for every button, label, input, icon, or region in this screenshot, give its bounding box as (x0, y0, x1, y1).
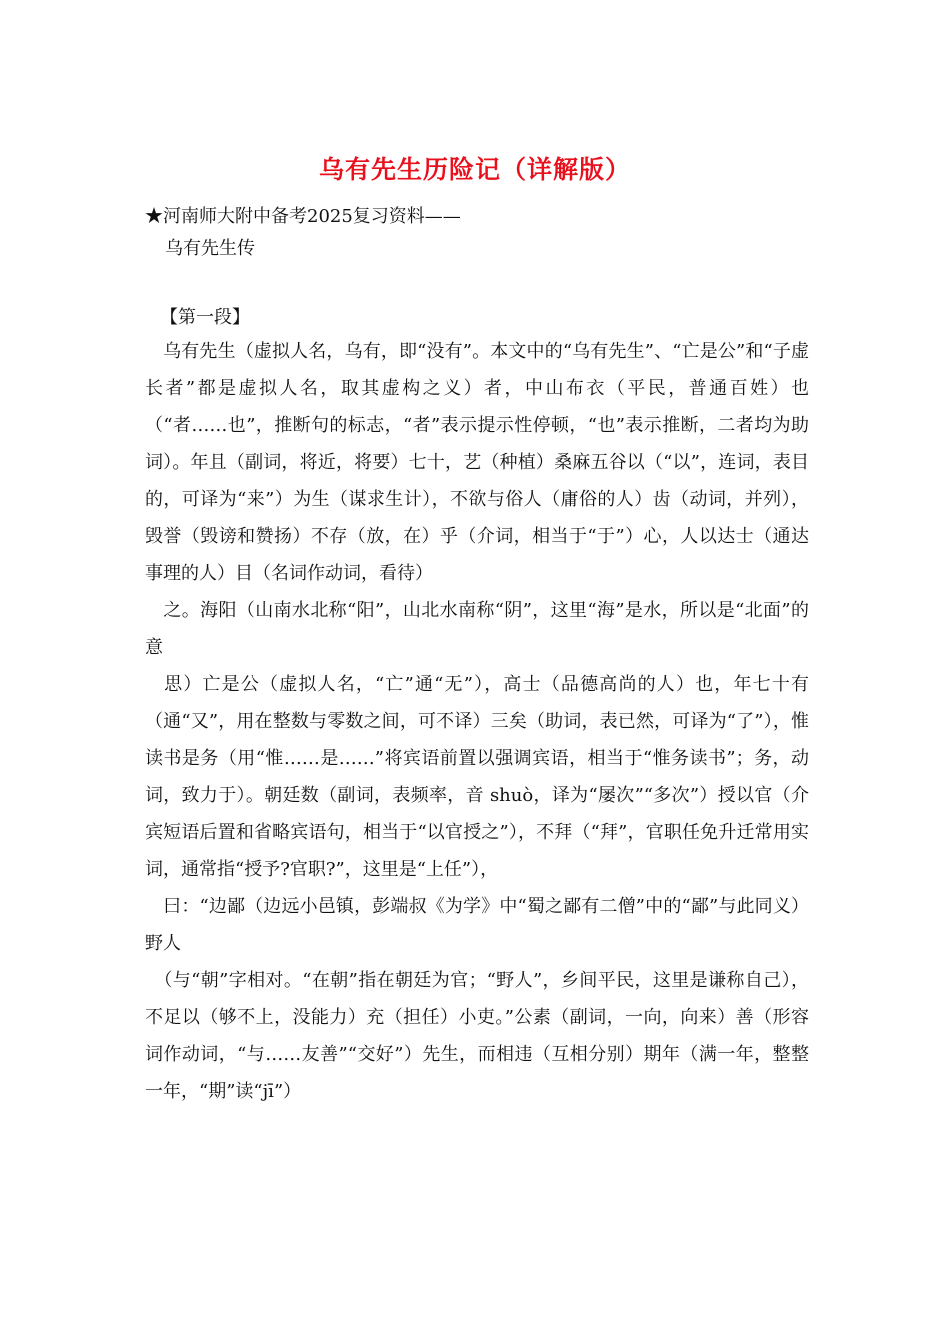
body-text (145, 333, 809, 1110)
paragraph: （与“朝”字相对。“在朝”指在朝廷为官；“野人”，乡间平民，这里是谦称自己），不足以（够不上，没能力）充（担任）小吏。”公素（副词，一向，向来）善（形容词作动词，“与……友善”“交好”）先生，而相违（互相分别）期年（满一年，整整一年，“期”读“jī”） (145, 970, 809, 1102)
paragraph: 曰：“边鄙（边远小邑镇，彭端叔《为学》中“蜀之鄙有二僧”中的“鄙”与此同义）野人 (145, 896, 809, 954)
paragraph: 之。海阳（山南水北称“阳”，山北水南称“阴”，这里“海”是水，所以是“北面”的意 (145, 600, 809, 658)
document-title: 乌有先生历险记（详解版） (318, 155, 631, 184)
essay-heading: 乌有先生传 (165, 238, 255, 259)
paragraph: 乌有先生（虚拟人名，乌有，即“没有”。本文中的“乌有先生”、“亡是公”和“子虚长者”都是虚拟人名，取其虚构之义）者，中山布衣（平民，普通百姓）也（“者……也”，推断句的标志，“者”表示提示性停顿，“也”表示推断，二者均为助词）。年且（副词，将近，将要）七十，艺（种植）桑麻五谷以（“以”，连词，表目的，可译为“来”）为生（谋求生计），不欲与俗人（庸俗的人）齿（动词，并列），毁誉（毁谤和赞扬）不存（放，在）乎（介词，相当于“于”）心，人以达士（通达事理的人）目（名词作动词，看待） (145, 341, 809, 584)
paragraph: 思）亡是公（虚拟人名，“亡”通“无”），高士（品德高尚的人）也，年七十有（通“又”，用在整数与零数之间，可不译）三矣（助词，表已然，可译为“了”），惟读书是务（用“惟……是……”将宾语前置以强调宾语，相当于“惟务读书”；务，动词，致力于）。朝廷数（副词，表频率，音 shuò，译为“屡次”“多次”）授以官（介宾短语后置和省略宾语句，相当于“以官授之”），不拜（“拜”，官职任免升迁常用实词，通常指“授予?官职?”，这里是“上任”）， (145, 674, 809, 880)
section-label: 【第一段】 (160, 307, 250, 328)
document-subtitle: ★河南师大附中备考2025复习资料—— (145, 206, 461, 227)
